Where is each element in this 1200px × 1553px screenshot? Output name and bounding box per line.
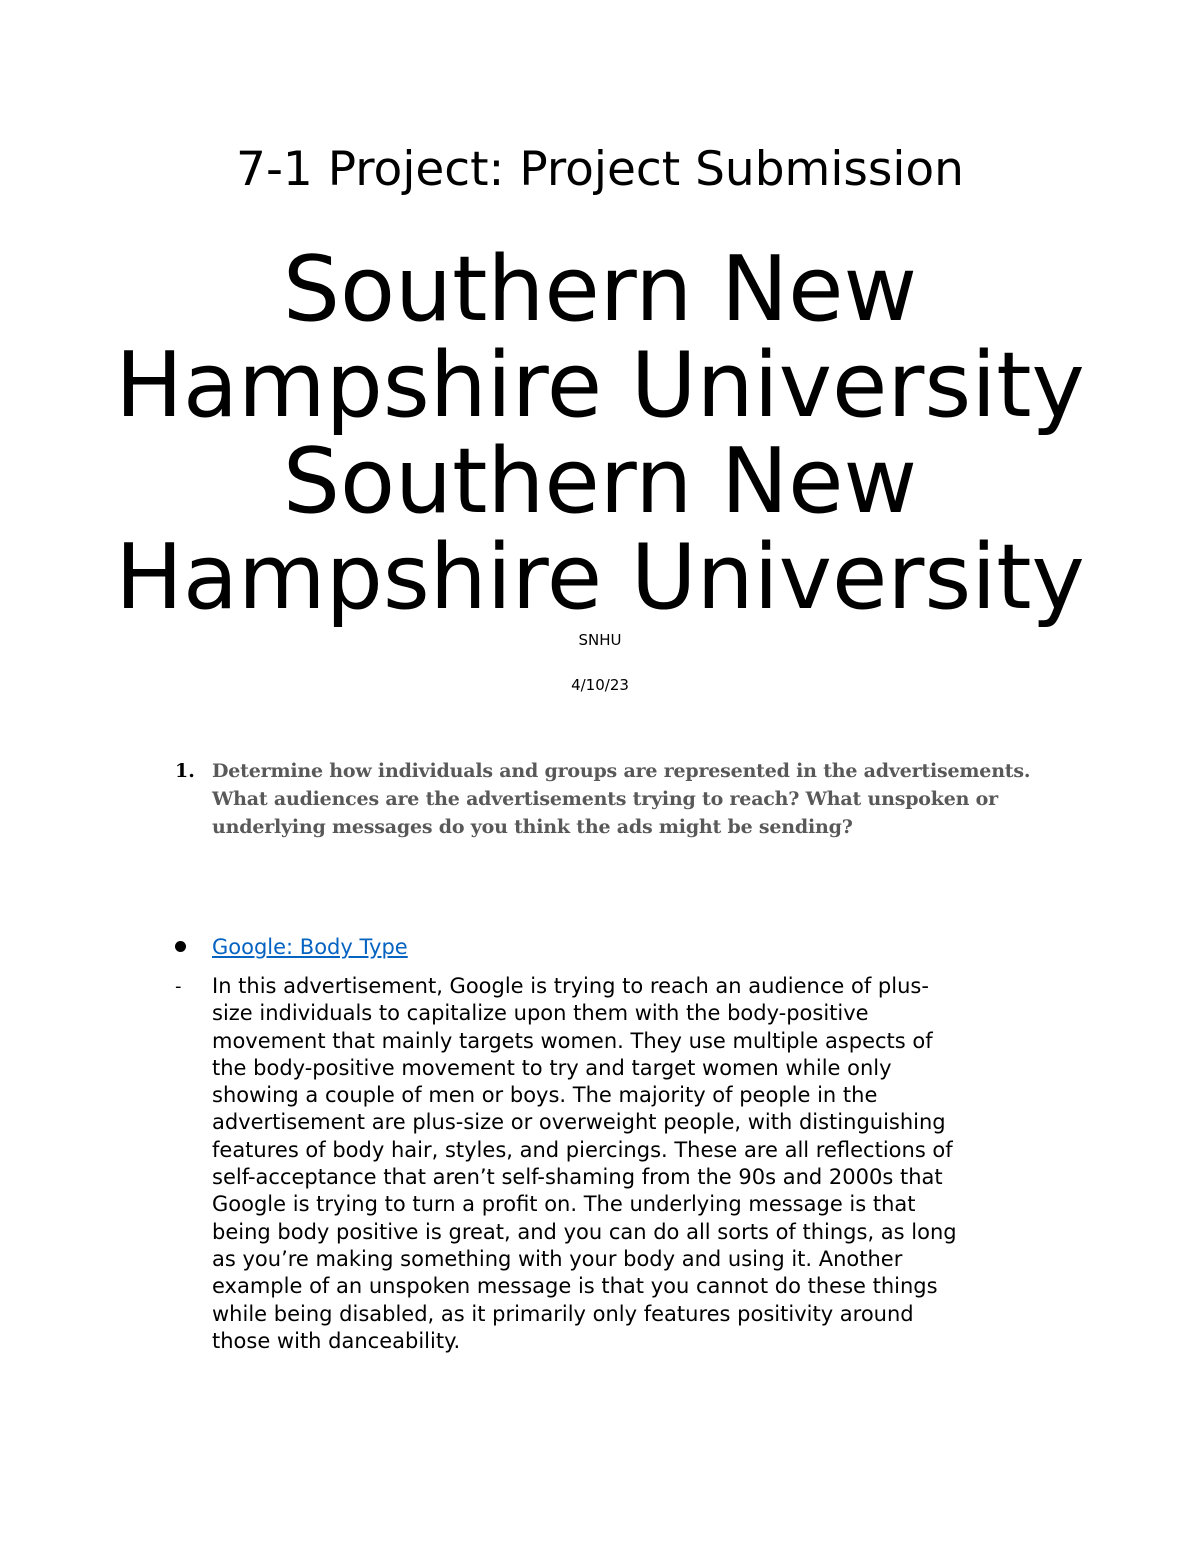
answer-line: Google is trying to turn a profit on. The underlying message is that — [212, 1192, 916, 1217]
bullet-icon — [175, 941, 186, 952]
answer-line: while being disabled, as it primarily only features positivity around — [212, 1301, 914, 1326]
answer-line: those with danceability. — [212, 1328, 461, 1353]
school-name-line: Southern New — [282, 429, 918, 534]
school-name-line: Hampshire University — [115, 525, 1085, 630]
answer-text — [212, 973, 1062, 1355]
answer-line: example of an unspoken message is that you cannot do these things — [212, 1274, 938, 1299]
dash-marker: - — [175, 976, 182, 997]
answer-line: features of body hair, styles, and piercings. These are all reflections of — [212, 1137, 953, 1162]
school-name-line: Hampshire University — [115, 333, 1085, 438]
answer-line: In this advertisement, Google is trying to reach an audience of plus- — [212, 974, 929, 998]
school-name-block — [0, 237, 1200, 630]
institution-name: SNHU — [578, 631, 622, 649]
answer-line: self-acceptance that aren’t self-shaming from the 90s and 2000s that — [212, 1165, 943, 1190]
google-body-type-link[interactable]: Google: Body Type — [212, 935, 408, 959]
answer-line: size individuals to capitalize upon them with the body-positive — [212, 1001, 869, 1026]
school-name-line: Southern New — [282, 237, 918, 342]
submission-date: 4/10/23 — [571, 676, 629, 694]
answer-line: being body positive is great, and you can do all sorts of things, as long — [212, 1219, 957, 1244]
question-text: Determine how individuals and groups are represented in the advertisements. What audiences are the advertisements trying to reach? What unspoken or underlying messages do you think the ads might be sending? — [212, 760, 1031, 838]
answer-line: as you’re making something with your body and using it. Another — [212, 1246, 903, 1271]
question-number: 1. — [175, 760, 195, 782]
answer-line: advertisement are plus-size or overweight people, with distinguishing — [212, 1110, 946, 1135]
document-title: 7-1 Project: Project Submission — [236, 142, 964, 197]
answer-line: movement that mainly targets women. They use multiple aspects of — [212, 1028, 933, 1053]
answer-line: showing a couple of men or boys. The majority of people in the — [212, 1083, 878, 1108]
answer-line: the body-positive movement to try and target women while only — [212, 1055, 892, 1080]
